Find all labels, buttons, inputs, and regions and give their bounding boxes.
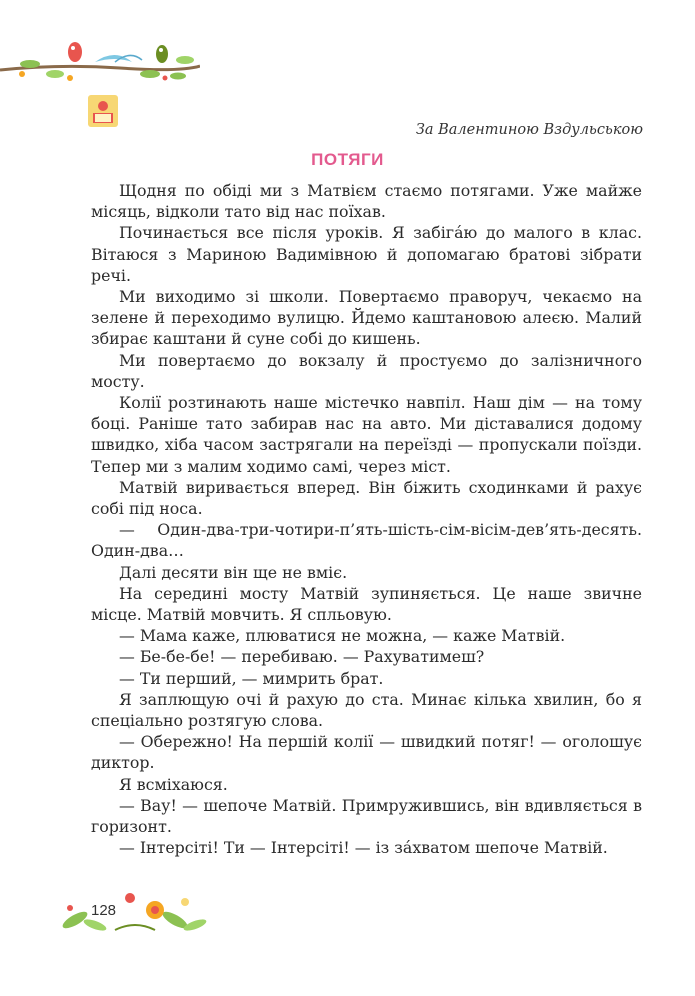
paragraph: — Ти перший, — мимрить брат.	[119, 668, 384, 688]
paragraph: — Один-два-три-чотири-п’ять-шість-сім-вісім-дев’ять-десять. Один-два…	[91, 520, 642, 561]
paragraph: Я всміхаюся.	[119, 774, 228, 794]
paragraph: Ми виходимо зі школи. Повертаємо праворуч, чекаємо на зелене й переходимо вулицю. Йдемо каштановою алеєю. Малий збирає каштани й суне собі до кишень.	[91, 287, 642, 349]
author-attribution: За Валентиною Вздульською	[415, 122, 643, 138]
paragraph: — Мама каже, плюватися не можна, — каже Матвій.	[119, 626, 566, 646]
paragraph: — Бе-бе-бе! — перебиваю. — Рахуватимеш?	[119, 647, 485, 667]
paragraph: Далі десяти він ще не вміє.	[119, 562, 348, 582]
story-title: ПОТЯГИ	[311, 150, 384, 169]
branch-birds-illustration	[0, 30, 200, 85]
paragraph: — Обережно! На першій колії — швидкий потяг! — оголошує диктор.	[91, 732, 642, 773]
paragraph: Я заплющую очі й рахую до ста. Минає кілька хвилин, бо я спеціально розтягую слова.	[91, 689, 642, 731]
paragraph: На середині мосту Матвій зупиняється. Це наше звичне місце. Матвій мовчить. Я спльовую.	[91, 583, 642, 625]
paragraph: — Інтерсіті! Ти — Інтерсіті! — із за́хватом шепоче Матвій.	[119, 838, 608, 858]
paragraph: Матвій виривається вперед. Він біжить сходинками й рахує собі під носа.	[91, 477, 642, 519]
page-number: 128	[91, 902, 117, 919]
paragraph: Колії розтинають наше містечко навпіл. Наш дім — на тому боці. Раніше тато забирав нас на авто. Ми діставалися додому швидко, хіба часом застрягали на переїзді — пропускали поїзди. Тепер ми з малим ходимо самі, через міст.	[91, 393, 642, 476]
reading-child-icon	[88, 95, 118, 127]
paragraph: — Вау! — шепоче Матвій. Примружившись, він вдивляється в горизонт.	[91, 795, 642, 837]
paragraph: Щодня по обіді ми з Матвієм стаємо потягами. Уже майже місяць, відколи тато від нас поїхав.	[91, 181, 642, 222]
story-text	[91, 180, 642, 859]
paragraph: Ми повертаємо до вокзалу й простуємо до залізничного мосту.	[91, 350, 642, 391]
flowers-decoration	[55, 880, 215, 940]
paragraph: Починається все після уроків. Я забіга́ю до малого в клас. Вітаюся з Мариною Вадимівною й допомагаю братові зібрати речі.	[91, 223, 642, 285]
